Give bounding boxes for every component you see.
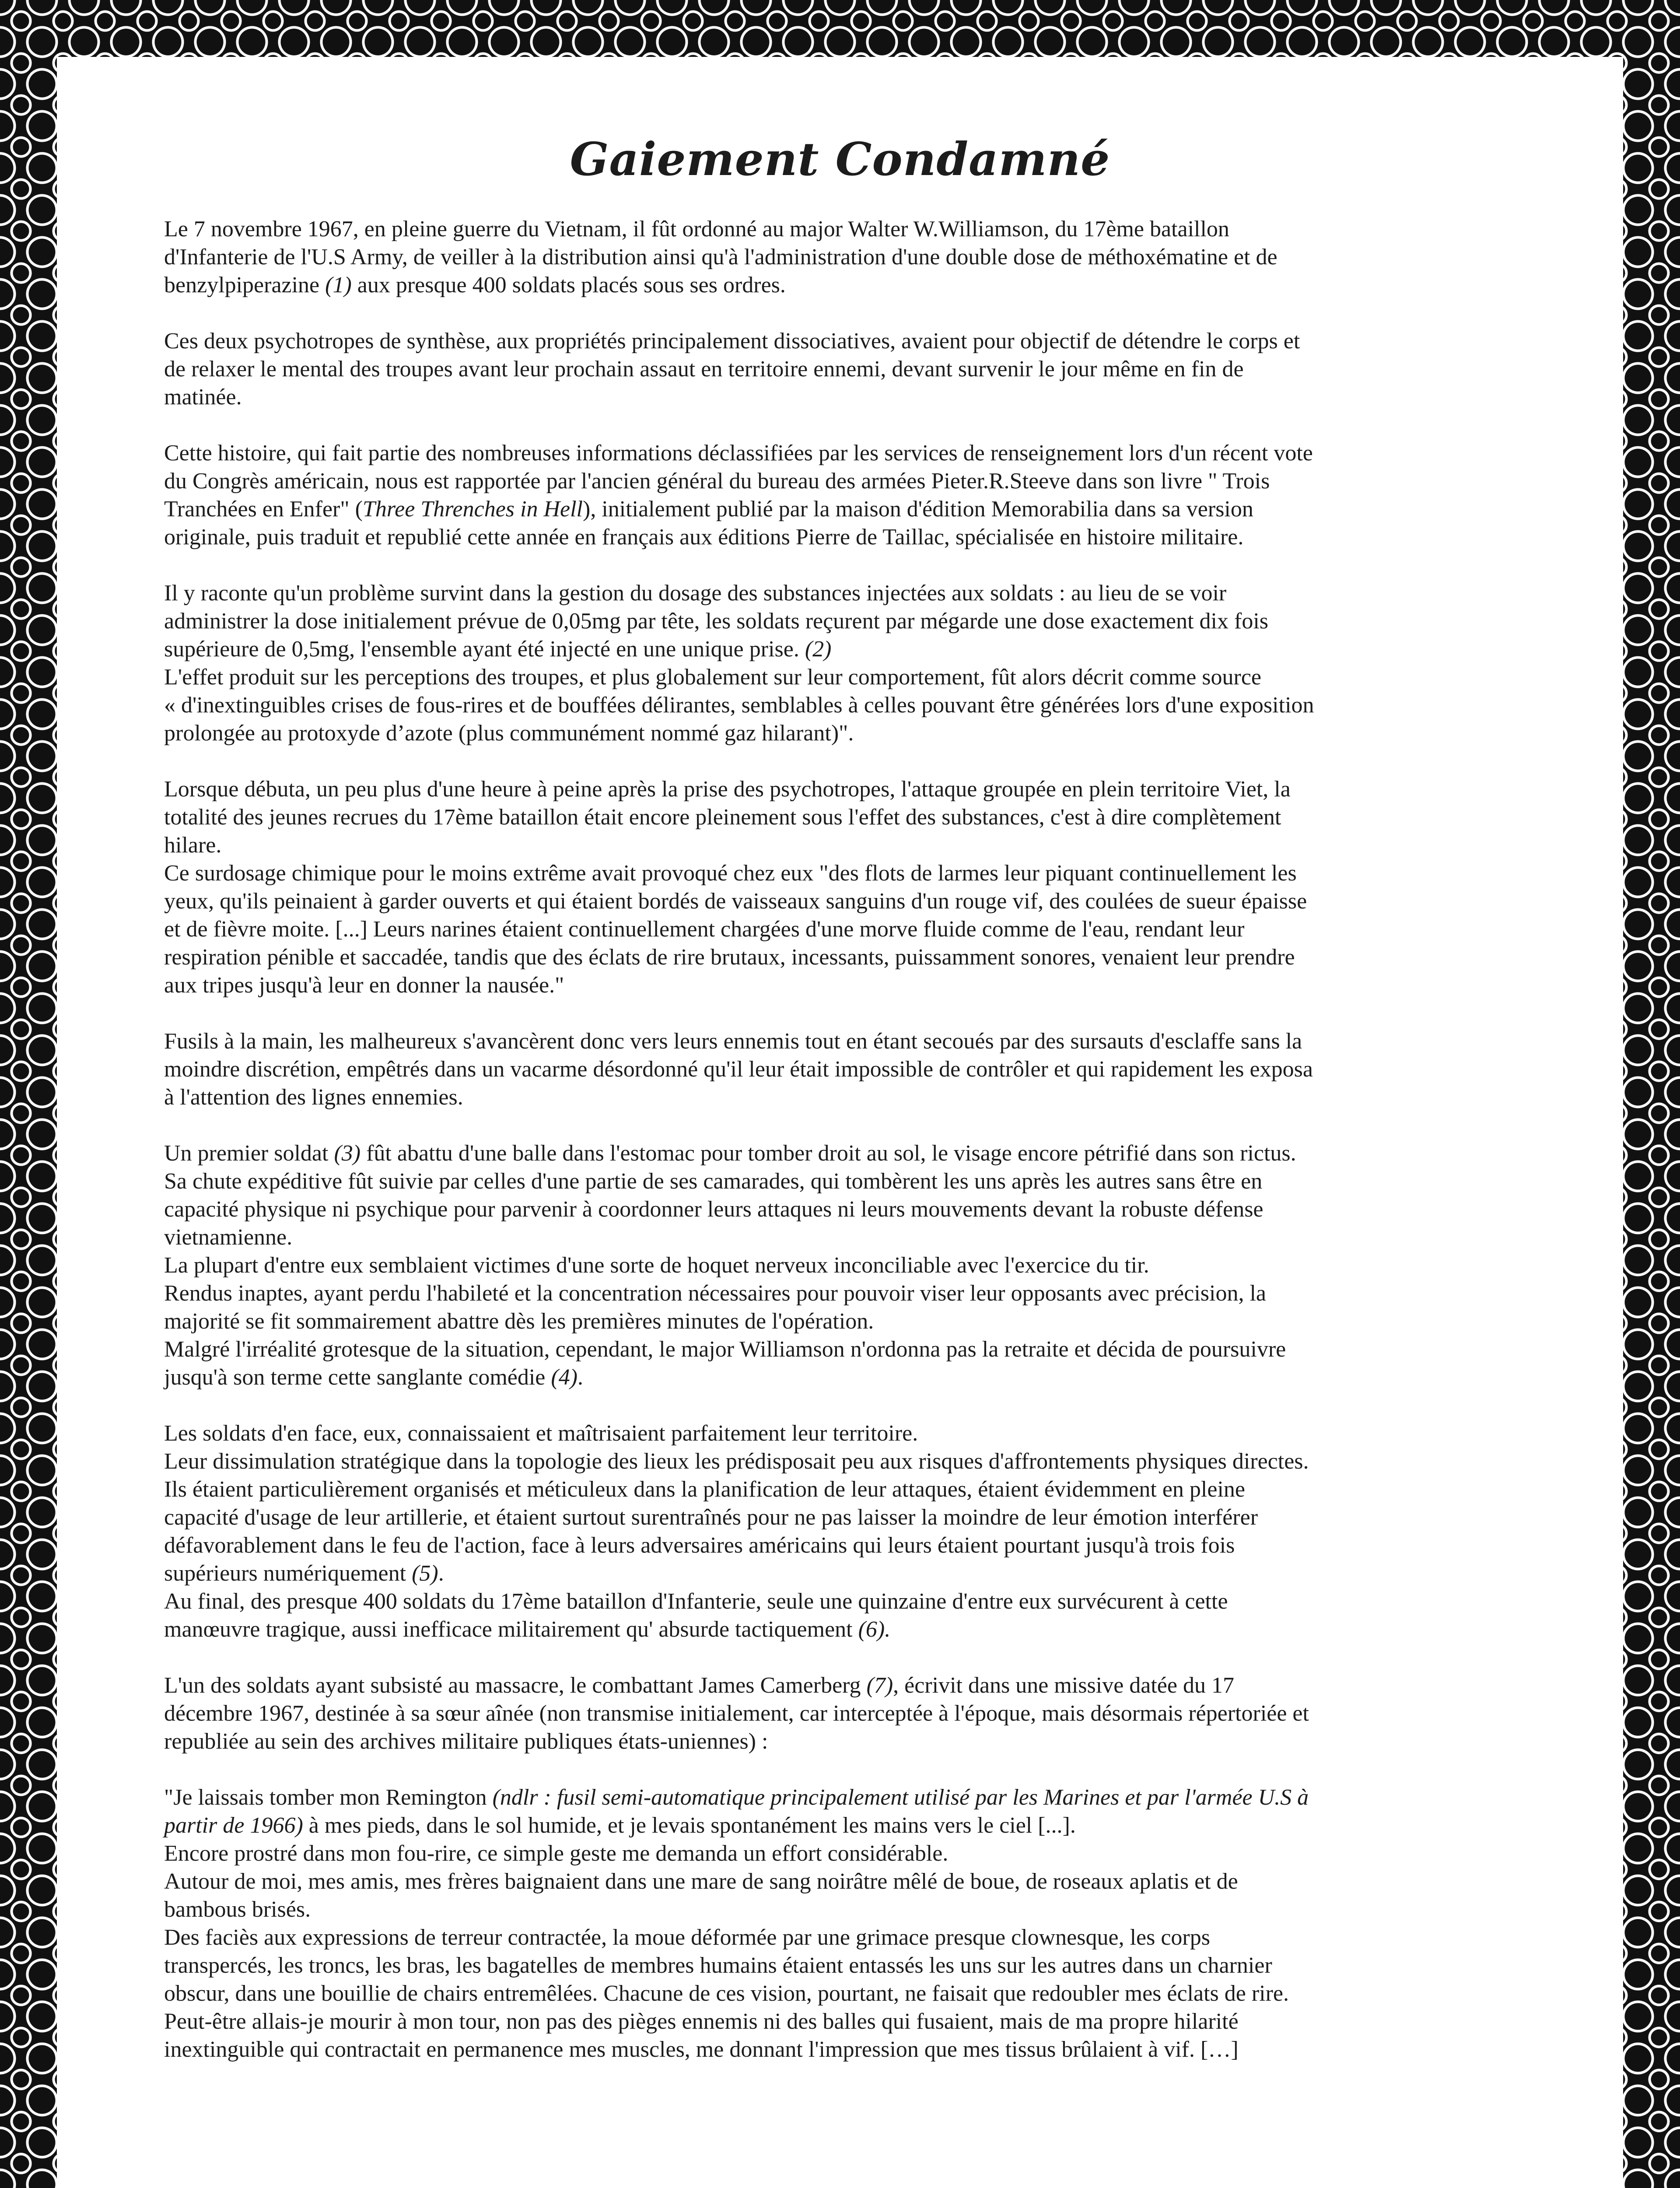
text-segment: jusqu'à son terme cette sanglante comédie: [164, 1365, 551, 1390]
text-segment: originale, puis traduit et republié cette année en français aux éditions Pierre de Taillac, spécialisée en histoire militaire.: [164, 525, 1244, 550]
text-line: [164, 1280, 1571, 1308]
text-segment: supérieure de 0,5mg, l'ensemble ayant été injecté en une unique prise.: [164, 637, 805, 662]
text-line: [164, 215, 1571, 243]
text-segment: Fusils à la main, les malheureux s'avancèrent donc vers leurs ennemis tout en étant secoués par des sursauts d'esclaffe sans la: [164, 1029, 1302, 1054]
text-line: [164, 495, 1571, 523]
text-segment: Tranchées en Enfer" (: [164, 497, 363, 522]
text-line: [164, 1672, 1571, 1700]
text-segment: obscur, dans une bouillie de chairs entremêlées. Chacune de ces vision, pourtant, ne faisait que redoubler mes éclats de rire.: [164, 1981, 1289, 2006]
text-segment: Ils étaient particulièrement organisés et méticuleux dans la planification de leur attaques, étaient évidemment en pleine: [164, 1477, 1245, 1502]
text-segment: inextinguible qui contractait en permanence mes muscles, me donnant l'impression que mes tissus brûlaient à vif. […]: [164, 2037, 1239, 2062]
text-line: [164, 1588, 1571, 1616]
text-segment: aux tripes jusqu'à leur en donner la nausée.": [164, 973, 564, 998]
text-segment: Leur dissimulation stratégique dans la topologie des lieux les prédisposait peu aux risques d'affrontements physiques directes.: [164, 1449, 1309, 1474]
text-segment: moindre discrétion, empêtrés dans un vacarme désordonné qu'il leur était impossible de contrôler et qui rapidement les exposa: [164, 1057, 1313, 1082]
italic-text: (7): [866, 1673, 893, 1698]
text-line: [164, 1476, 1571, 1504]
text-line: [164, 2036, 1571, 2064]
text-segment: matinée.: [164, 385, 242, 410]
text-segment: "Je laissais tomber mon Remington: [164, 1785, 493, 1810]
text-line: [164, 1027, 1571, 1055]
text-line: [164, 467, 1571, 495]
text-segment: aux presque 400 soldats placés sous ses ordres.: [351, 273, 786, 298]
document-body: [164, 215, 1571, 2064]
document-title: Gaiement Condamné: [570, 132, 1110, 186]
italic-text: (6).: [858, 1617, 891, 1642]
text-line: [164, 523, 1571, 551]
text-segment: d'Infanterie de l'U.S Army, de veiller à la distribution ainsi qu'à l'administration d'une double dose de méthoxématine et de: [164, 245, 1278, 270]
text-segment: Des faciès aux expressions de terreur contractée, la moue déformée par une grimace presque clownesque, les corps: [164, 1925, 1210, 1950]
text-segment: de relaxer le mental des troupes avant leur prochain assaut en territoire ennemi, devant survenir le jour même en fin de: [164, 357, 1244, 382]
text-segment: , écrivit dans une missive datée du 17: [893, 1673, 1234, 1698]
text-line: [164, 1168, 1571, 1196]
text-line: [164, 859, 1571, 887]
text-segment: majorité se fit sommairement abattre dès les premières minutes de l'opération.: [164, 1309, 874, 1334]
text-line: [164, 1224, 1571, 1252]
italic-text: (4): [551, 1365, 578, 1390]
text-segment: yeux, qu'ils peinaient à garder ouverts et qui étaient bordés de vaisseaux sanguins d'un rouge vif, des coulées de sueur épaisse: [164, 889, 1307, 914]
text-segment: Rendus inaptes, ayant perdu l'habileté et la concentration nécessaires pour pouvoir viser leur opposants avec précision, la: [164, 1281, 1266, 1306]
text-line: [164, 1700, 1571, 1728]
paragraph: [164, 775, 1571, 999]
text-segment: Encore prostré dans mon fou-rire, ce simple geste me demanda un effort considérable.: [164, 1841, 948, 1866]
italic-text: (2): [805, 637, 832, 662]
paragraph: [164, 439, 1571, 551]
text-segment: Les soldats d'en face, eux, connaissaient et maîtrisaient parfaitement leur territoire.: [164, 1421, 918, 1446]
text-segment: Cette histoire, qui fait partie des nombreuses informations déclassifiées par les services de renseignement lors d'un récent vote: [164, 441, 1313, 466]
text-segment: republiée au sein des archives militaire publiques états-uniennes) :: [164, 1729, 768, 1754]
text-line: [164, 1083, 1571, 1112]
text-segment: à mes pieds, dans le sol humide, et je levais spontanément les mains vers le ciel [...].: [303, 1813, 1076, 1838]
paragraph: [164, 215, 1571, 299]
text-line: [164, 1840, 1571, 1868]
text-segment: Peut-être allais-je mourir à mon tour, non pas des pièges ennemis ni des balles qui fusaient, mais de ma propre hilarité: [164, 2009, 1239, 2034]
text-segment: capacité d'usage de leur artillerie, et étaient surtout surentraînés pour ne pas laisser la moindre de leur émotion interférer: [164, 1505, 1258, 1530]
text-segment: prolongée au protoxyde d’azote (plus communément nommé gaz hilarant)".: [164, 721, 854, 746]
text-line: [164, 1896, 1571, 1924]
text-segment: Au final, des presque 400 soldats du 17ème bataillon d'Infanterie, seule une quinzaine d'entre eux survécurent à cette: [164, 1589, 1228, 1614]
text-line: [164, 1868, 1571, 1896]
text-segment: L'effet produit sur les perceptions des troupes, et plus globalement sur leur comportement, fût alors décrit comme source: [164, 665, 1262, 690]
text-segment: Il y raconte qu'un problème survint dans la gestion du dosage des substances injectées aux soldats : au lieu de se voir: [164, 581, 1227, 606]
text-segment: hilare.: [164, 833, 222, 858]
paragraph: [164, 1027, 1571, 1112]
text-line: [164, 803, 1571, 831]
text-segment: Sa chute expéditive fût suivie par celles d'une partie de ses camarades, qui tombèrent les uns après les autres sans être en: [164, 1169, 1263, 1194]
text-segment: .: [438, 1561, 444, 1586]
text-segment: et de fièvre moite. [...] Leurs narines étaient continuellement chargées d'une morve fluide comme de l'eau, rendant leur: [164, 917, 1245, 942]
text-segment: supérieurs numériquement: [164, 1561, 412, 1586]
text-line: [164, 271, 1571, 299]
italic-text: (5): [412, 1561, 438, 1586]
text-line: [164, 1616, 1571, 1644]
italic-text: Three Threnches in Hell: [362, 497, 583, 522]
text-line: [164, 1196, 1571, 1224]
text-segment: Ces deux psychotropes de synthèse, aux propriétés principalement dissociatives, avaient pour objectif de détendre le corps et: [164, 329, 1300, 354]
text-line: [164, 691, 1571, 719]
text-line: [164, 663, 1571, 691]
text-line: [164, 1140, 1571, 1168]
text-segment: Le 7 novembre 1967, en pleine guerre du Vietnam, il fût ordonné au major Walter W.Williamson, du 17ème bataillon: [164, 217, 1229, 242]
text-segment: Ce surdosage chimique pour le moins extrême avait provoqué chez eux "des flots de larmes leur piquant continuellement les: [164, 861, 1297, 886]
text-line: [164, 1532, 1571, 1560]
paragraph: [164, 327, 1571, 411]
text-line: [164, 607, 1571, 635]
text-segment: .: [578, 1365, 584, 1390]
paragraph: [164, 1140, 1571, 1392]
paragraph: [164, 1784, 1571, 2064]
text-segment: Lorsque débuta, un peu plus d'une heure à peine après la prise des psychotropes, l'attaque groupée en plein territoire Viet, la: [164, 777, 1291, 802]
text-segment: La plupart d'entre eux semblaient victimes d'une sorte de hoquet nerveux inconciliable avec l'exercice du tir.: [164, 1253, 1149, 1278]
text-line: [164, 943, 1571, 971]
text-line: [164, 1784, 1571, 1812]
text-line: [164, 1252, 1571, 1280]
italic-text: (ndlr : fusil semi-automatique principalement utilisé par les Marines et par l'armée U.S à: [492, 1785, 1309, 1810]
text-segment: défavorablement dans le feu de l'action, face à leurs adversaires américains qui leurs étaient pourtant jusqu'à trois fois: [164, 1533, 1235, 1558]
text-line: [164, 439, 1571, 467]
text-segment: totalité des jeunes recrues du 17ème bataillon était encore pleinement sous l'effet des substances, c'est à dire complètement: [164, 805, 1281, 830]
text-line: [164, 1728, 1571, 1756]
text-line: [164, 1448, 1571, 1476]
text-line: [164, 1364, 1571, 1392]
text-segment: manœuvre tragique, aussi inefficace militairement qu' absurde tactiquement: [164, 1617, 858, 1642]
text-segment: Autour de moi, mes amis, mes frères baignaient dans une mare de sang noirâtre mêlé de boue, de roseaux aplatis et de: [164, 1869, 1238, 1894]
text-line: [164, 1336, 1571, 1364]
text-segment: administrer la dose initialement prévue de 0,05mg par tête, les soldats reçurent par mégarde une dose exactement dix fois: [164, 609, 1269, 634]
text-line: [164, 355, 1571, 383]
text-line: [164, 2008, 1571, 2036]
text-line: [164, 1055, 1571, 1083]
text-segment: transpercés, les troncs, les bras, les bagatelles de membres humains étaient entassés les uns sur les autres dans un charnier: [164, 1953, 1272, 1978]
italic-text: (3): [334, 1141, 361, 1166]
text-segment: bambous brisés.: [164, 1897, 311, 1922]
text-segment: Un premier soldat: [164, 1141, 334, 1166]
text-line: [164, 1812, 1571, 1840]
text-line: [164, 383, 1571, 411]
text-segment: ), initialement publié par la maison d'édition Memorabilia dans sa version: [583, 497, 1253, 522]
paragraph: [164, 1672, 1571, 1756]
text-segment: benzylpiperazine: [164, 273, 326, 298]
text-line: [164, 1308, 1571, 1336]
italic-text: partir de 1966): [164, 1813, 303, 1838]
italic-text: (1): [325, 273, 352, 298]
text-segment: décembre 1967, destinée à sa sœur aînée (non transmise initialement, car interceptée à l'époque, mais désormais répertoriée et: [164, 1701, 1309, 1726]
text-line: [164, 775, 1571, 803]
text-line: [164, 1980, 1571, 2008]
text-line: [164, 635, 1571, 663]
paragraph: [164, 579, 1571, 747]
document-page: [57, 57, 1623, 2188]
text-segment: L'un des soldats ayant subsisté au massacre, le combattant James Camerberg: [164, 1673, 867, 1698]
text-line: [164, 1504, 1571, 1532]
text-line: [164, 327, 1571, 355]
text-segment: « d'inextinguibles crises de fous-rires et de bouffées délirantes, semblables à celles pouvant être générées lors d'une exposition: [164, 693, 1314, 718]
text-line: [164, 915, 1571, 943]
text-segment: vietnamienne.: [164, 1225, 293, 1250]
text-segment: fût abattu d'une balle dans l'estomac pour tomber droit au sol, le visage encore pétrifié dans son rictus.: [360, 1141, 1296, 1166]
text-line: [164, 1924, 1571, 1952]
text-segment: à l'attention des lignes ennemies.: [164, 1085, 463, 1110]
text-segment: respiration pénible et saccadée, tandis que des éclats de rire brutaux, incessants, puissamment sonores, venaient leur prendre: [164, 945, 1295, 970]
text-line: [164, 243, 1571, 271]
text-line: [164, 887, 1571, 915]
text-line: [164, 579, 1571, 607]
text-segment: capacité physique ni psychique pour parvenir à coordonner leurs attaques ni leurs mouvements devant la robuste défense: [164, 1197, 1264, 1222]
text-segment: Malgré l'irréalité grotesque de la situation, cependant, le major Williamson n'ordonna pas la retraite et décida de poursuivre: [164, 1337, 1286, 1362]
text-line: [164, 831, 1571, 859]
paragraph: [164, 1420, 1571, 1644]
text-line: [164, 719, 1571, 747]
text-line: [164, 1952, 1571, 1980]
text-line: [164, 1420, 1571, 1448]
text-segment: du Congrès américain, nous est rapportée par l'ancien général du bureau des armées Pieter.R.Steeve dans son livre " Trois: [164, 469, 1270, 494]
text-line: [164, 971, 1571, 999]
text-line: [164, 1560, 1571, 1588]
